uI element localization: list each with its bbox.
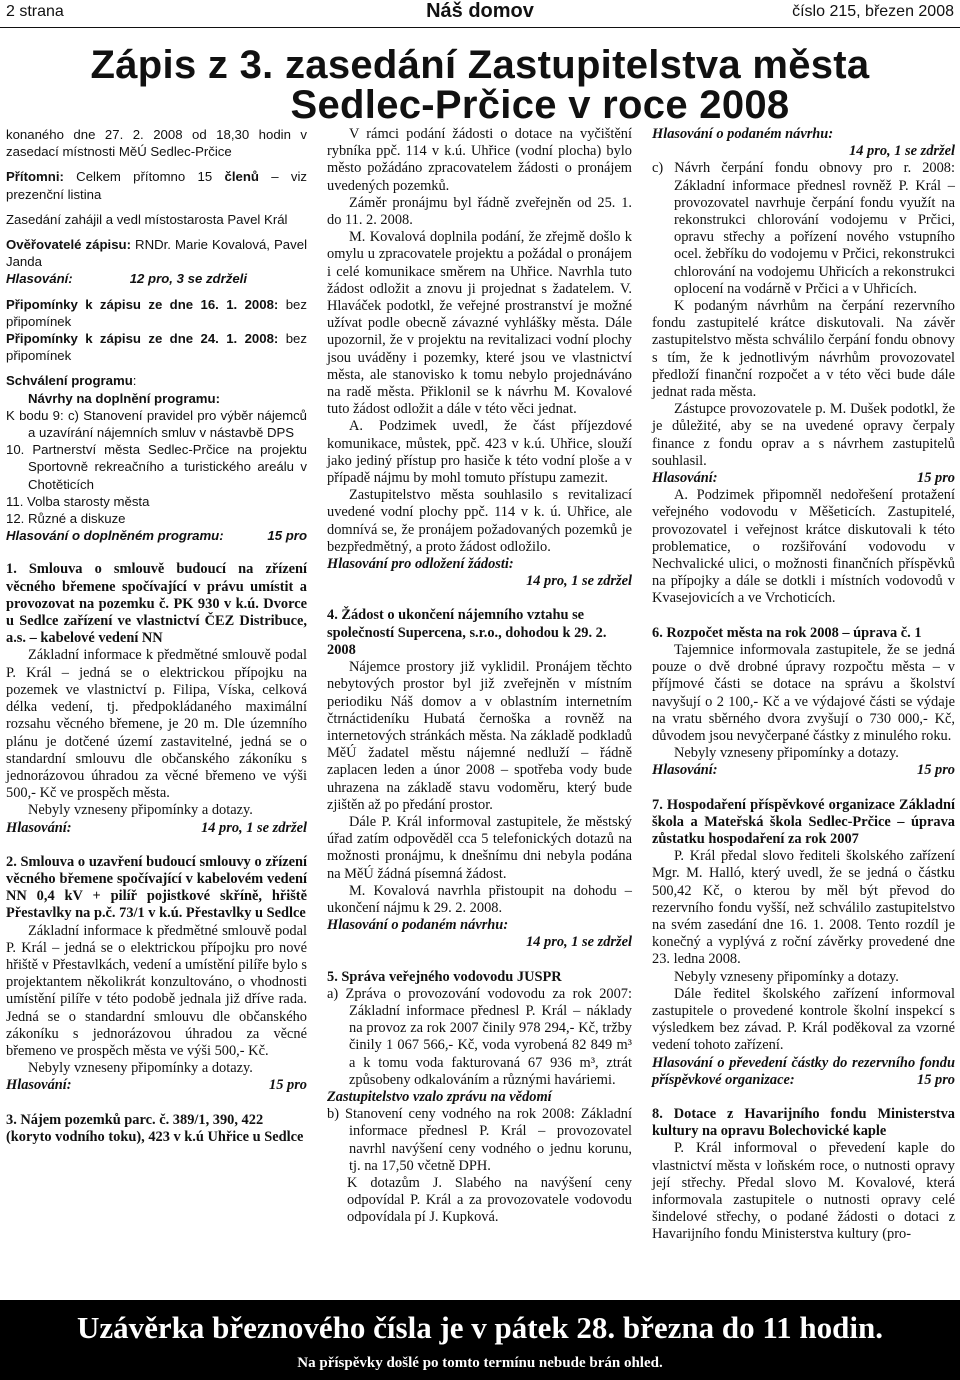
section-2-text: Základní informace k předmětné smlouvě podal P. Král – jedná se o elektrickou přípojku pro nové hřiště v Přestavlkách, vedení a umístění pilíře bylo s projektantem několikrát konzultováno, o vhodnosti umístění pilíře v této podobě jednala již dříve rada. Jedná se o standardní smlouvu dle občanského zákoníku s jednorázovou úhradou za věcné břemeno ve prospěch města ve výši 500,- Kč. bbox=[6, 922, 307, 1059]
vote-c3-label: Hlasování o podaném návrhu: bbox=[652, 126, 834, 142]
col3-para-7: P. Král předal slovo řediteli školského zařízení Mgr. M. Halló, který uvedl, že se jedná o částku 500,42 Kč, o kterou by měl být převod do rezervního fondu vyšší, než schválilo zastupitelstvo na svém zasedání dne 16. 1. 2008. Tento rozdíl je konečný a vyplývá z roční závěrky provedené dne 23. ledna 2008. bbox=[652, 848, 955, 968]
section-2-no-comments: Nebyly vzneseny připomínky a dotazy. bbox=[28, 1060, 253, 1077]
deadline-note: Na příspěvky došlé po tomto termínu nebude brán ohled. bbox=[297, 1355, 663, 1371]
deadline-banner bbox=[0, 1300, 960, 1380]
col3-para-10: P. Král informoval o převedení kaple do vlastnictví města v loňském roce, o nutnosti opravy její střechy. Předal slovo M. Kovalové, která informovala zastupitele o nutnosti opravy celé šindelové střechy, o podané žádosti o dotaci z Havarijního fondu Ministerstva kultury (pro- bbox=[652, 1140, 955, 1243]
section-4-heading: 4. Žádost o ukončení nájemního vztahu se společností Supercena, s.r.o., dohodou k 29. 2. 2008 bbox=[327, 607, 607, 658]
section-5-heading: 5. Správa veřejného vodovodu JUSPR bbox=[327, 968, 562, 985]
section-2-heading: 2. Smlouva o uzavření budoucí smlouvy o zřízení věcného břemene spočívající v kabelovém vedení NN 0,4 kV + pilíř pojistkové skříně, hřiště Přestavlky na p.č. 73/1 v k.ú. Přestavlky u Sedlce bbox=[6, 853, 307, 922]
column-3 bbox=[652, 126, 955, 1244]
verifiers: Ověřovatelé zápisu: RNDr. Marie Kovalová, Pavel Janda bbox=[6, 237, 307, 270]
col3-para-4: A. Podzimek připomněl nedořešení protažení veřejného vodovodu v Měšeticích. Zastupitelé, provozovatel i veřejnost krátce diskutovali k této problematice, o rozšiřování vodovodu v Nechvalické ulici, o možnosti finančních příspěvků na přípojky a dále se dotkli i místních vodovodů v Kvasejovicích a ve Vrchoticích. bbox=[652, 487, 955, 607]
col3-vote-2: Hlasování: 15 pro bbox=[652, 470, 955, 487]
col2-para-5: Zastupitelstvo města souhlasilo s revitalizací uvedené vodní plochy ppč. 114 v k. ú. Uhřice, ale domnívá se, že pronájem požadovaných pozemků je bezpředmětný, a proto žádost odložilo. bbox=[327, 487, 632, 555]
issue-info: číslo 215, březen 2008 bbox=[792, 3, 954, 20]
col3-para-2: K podaným návrhům na čerpání rezervního fondu zastupitelé krátce diskutovali. Na závěr zastupitelstvo města schválilo čerpání fondu obnovy s tím, že k jednotlivým návrhům provozovatel předloží finanční rozpočet a v této věci bude dále jednat rada města. bbox=[652, 298, 955, 401]
meeting-info: konaného dne 27. 2. 2008 od 18,30 hodin v zasedací místnosti MěÚ Sedlec-Prčice bbox=[6, 127, 307, 160]
vote-postpone-label: Hlasování pro odložení žádosti: bbox=[327, 556, 514, 573]
program-item-9: K bodu 9: c) Stanovení pravidel pro výběr nájemců a uzavírání nájemních smluv v nástavbě DPS bbox=[6, 407, 307, 441]
section-1-text: Základní informace k předmětné smlouvě podal P. Král – jedná se o elektrickou přípojku na pozemek ve vlastnictví p. Filipa, Víska, celková délka vedení, tj. předpokládaného maximální rozsahu věcného břemene, je 20 m. Dle územního plánu je dotčené území zastavitelné, jedná se o standardní smlouvu dle občanského zákoníku s jednorázovou úhradou za věcné břemeno ve výši 500,- Kč ve prospěch města. bbox=[6, 647, 307, 802]
section-8-heading: 8. Dotace z Havarijního fondu Ministerstva kultury na opravu Bolechovické kaple bbox=[652, 1105, 955, 1140]
section-6-heading: 6. Rozpočet města na rok 2008 – úprava č. 1 bbox=[652, 624, 922, 641]
vote-c3-result: 14 pro, 1 se zdržel bbox=[849, 143, 955, 160]
newspaper-title: Náš domov bbox=[426, 0, 534, 22]
section-3-heading: 3. Nájem pozemků parc. č. 389/1, 390, 422 (koryto vodního toku), 423 v k.ú Uhřice u Sedlce bbox=[6, 1111, 304, 1145]
section-2-vote: Hlasování: 15 pro bbox=[6, 1077, 307, 1094]
vote-1: Hlasování: 12 pro, 3 se zdrželi bbox=[6, 271, 247, 287]
col2-para-4: A. Podzimek uvedl, že část příjezdové komunikace, můstek, ppč. 423 v k.ú. Uhřice, slouží jako jediný přístup pro hasiče k této vodní ploše a v případě nájmu by mohl tomuto přístupu zamezit. bbox=[327, 418, 632, 487]
column-1 bbox=[6, 126, 307, 1146]
section-7-heading: 7. Hospodaření příspěvkové organizace Základní škola a Mateřská škola Sedlec-Prčice – úprava zůstatku hospodaření za rok 2007 bbox=[652, 796, 955, 847]
section-5-noted: Zastupitelstvo vzalo zprávu na vědomí bbox=[327, 1088, 552, 1105]
attendance: Přítomni: Celkem přítomno 15 členů – viz prezenční listina bbox=[6, 169, 307, 202]
col3-vote-3: Hlasování: 15 pro bbox=[652, 762, 955, 779]
comments-16-1: Připomínky k zápisu ze dne 16. 1. 2008: bez připomínek bbox=[6, 296, 307, 329]
program-approval: Schválení programu: bbox=[6, 373, 137, 389]
section-1-vote: Hlasování: 14 pro, 1 se zdržel bbox=[6, 819, 307, 836]
section-5-c: c) Návrh čerpání fondu obnovy pro r. 2008: Základní informace přednesl rovněž P. Král – provozovatel navrhuje čerpání fondu využít na rekonstrukci chlorování vodojemu v Prčici, opravu střechy a pořízení nového vstupního ocel. žebříku do vodojemu v Prčici, rekonstrukci chlorování na vodojemu Uhřicích a rekonstrukci oplocení na vodárně v Prčici a v Uhřicích. bbox=[652, 160, 955, 297]
col3-para-6: Nebyly vzneseny připomínky a dotazy. bbox=[674, 745, 899, 762]
program-item-11: 11. Volba starosty města bbox=[6, 493, 150, 509]
article-title-line1: Zápis z 3. zasedání Zastupitelstva města bbox=[90, 43, 870, 87]
article-title-line2: Sedlec-Prčice v roce 2008 bbox=[290, 83, 790, 127]
col2-para-7: Dále P. Král informoval zastupitele, že městský úřad zatím odpověděl cca 5 telefonických dotazů na možnosti pronájmu, k dnešnímu dni nebyla podána na MěÚ žádná písemná žádost. bbox=[327, 813, 632, 882]
deadline-text: Uzávěrka březnového čísla je v pátek 28. března do 11 hodin. bbox=[77, 1310, 883, 1345]
page-header bbox=[0, 0, 960, 26]
section-5-b-answers: K dotazům J. Slabého na navýšení ceny odpovídal P. Král a za provozovatele vodovodu odpovídala pí J. Kupková. bbox=[347, 1174, 632, 1226]
section-5-b: b) Stanovení ceny vodného na rok 2008: Základní informace přednesl P. Král – provozovatel navrhl navýšení ceny vodného o jednu korunu, tj. na 17,50 včetně DPH. bbox=[327, 1106, 632, 1174]
col3-para-3: Zástupce provozovatele p. M. Dušek podotkl, že je důležité, aby se na uvedené opravy čerpaly finance z fondu oprav a s návrhem zastupitelů souhlasil. bbox=[652, 401, 955, 469]
vote-proposal-result: 14 pro, 1 se zdržel bbox=[526, 934, 632, 951]
vote-postpone-result: 14 pro, 1 se zdržel bbox=[526, 573, 632, 590]
chair-info: Zasedání zahájil a vedl místostarosta Pavel Král bbox=[6, 211, 288, 227]
vote-program: Hlasování o doplněném programu: 15 pro bbox=[6, 528, 307, 544]
program-item-10: 10. Partnerství města Sedlec-Prčice na projektu Sportovně rekreačního a turistického areálu v Chotěticích bbox=[6, 442, 307, 492]
header-rule bbox=[0, 27, 960, 28]
section-1-heading: 1. Smlouva o smlouvě budoucí na zřízení věcného břemene spočívající v právu umístit a provozovat na pozemku č. PK 930 v k.ú. Dvorce u Sedlce zařízení ve vlastnictví ČEZ Distribuce, a.s. – kabelové vedení NN bbox=[6, 561, 307, 647]
column-2 bbox=[327, 126, 632, 1227]
col2-para-8: M. Kovalová navrhla přistoupit na dohodu – ukončení nájmu k 29. 2. 2008. bbox=[327, 882, 632, 916]
page-number: 2 strana bbox=[6, 3, 64, 20]
col3-vote-4: Hlasování o převedení částky do rezervního fondu příspěvkové organizace: 15 pro bbox=[652, 1054, 955, 1088]
program-item-12: 12. Různé a diskuze bbox=[6, 511, 126, 527]
col3-para-5: Tajemnice informovala zastupitele, že se jedná pouze o dvě drobné úpravy rozpočtu města – v příjmové části se dotace na správu a školství navyšují o 2 100,- Kč a ve výdajové části se výdaje na vratu sběrného dvora zvyšují o 730 000,- Kč, důvodem jsou nevyčerpané částky z minulého roku. bbox=[652, 641, 955, 744]
col3-para-9: Dále ředitel školského zařízení informoval zastupitele o provedené kontrole školní inspekcí s výsledkem bez závad. P. Král poděkoval za vzorné vedení tohoto zařízení. bbox=[652, 985, 955, 1054]
col2-para-1: V rámci podání žádosti o dotace na vyčištění rybníka ppč. 114 v k.ú. Uhřice (vodní plocha) bylo město požádáno zpracovatelem žádosti o pronájem uvedených pozemků. bbox=[327, 126, 632, 194]
col2-para-6: Nájemce prostory již vyklidil. Pronájem těchto nebytových prostor byl již zveřejněn v místním periodiku Náš domov a v oblastním internetním čtrnáctideníku Hubatá černoška a rovněž na internetových stránkách města. Na základě podkladů MěÚ žadatel městu nájemné nedluží – řádně zaplacen leden a únor 2008 – spotřeba vody bude uhrazena na základě stavu vodoměru, který bude zjištěn až po předání prostor. bbox=[327, 659, 632, 813]
comments-24-1: Připomínky k zápisu ze dne 24. 1. 2008: bez připomínek bbox=[6, 331, 307, 364]
col2-para-3: M. Kovalová doplnila podání, že zřejmě došlo k omylu u zpracovatele projektu a požádal o pronájem i celé komunikace směrem na Uhřice. Navrhla tuto žádost odložit a znovu ji projednat s žadatelem. V. Hlaváček podotkl, že veřejné prostranství je možné užívat podle obecně závazné vyhlášky města. Dále upozornil, že v projektu na revitalizaci vodní plochy jsou uváděny i pozemky, které jsou ve vlastnictví města, ale stanovisko k tomu nebylo projednáváno na radě města. Přiklonil se k návrhu M. Kovalové tuto žádost odložit a dále v této věci jednat. bbox=[327, 229, 632, 418]
col3-para-8: Nebyly vzneseny připomínky a dotazy. bbox=[674, 968, 899, 985]
vote-proposal-label: Hlasování o podaném návrhu: bbox=[327, 917, 509, 934]
col2-para-2: Záměr pronájmu byl řádně zveřejněn od 25. 1. do 11. 2. 2008. bbox=[327, 194, 632, 229]
program-additions-heading: Návrhy na doplnění programu: bbox=[28, 390, 220, 406]
section-5-a: a) Zpráva o provozování vodovodu za rok 2007: Základní informace přednesl P. Král – náklady na provoz za rok 2007 činily 978 294,- Kč, tržby činily 1 067 566,- Kč, voda vyrobená 82 849 m³ a k tomu voda fakturovaná 67 936 m³, ztrát způsobeny odkalováním a různými haváriemi. bbox=[327, 985, 632, 1088]
section-1-no-comments: Nebyly vzneseny připomínky a dotazy. bbox=[28, 802, 253, 819]
